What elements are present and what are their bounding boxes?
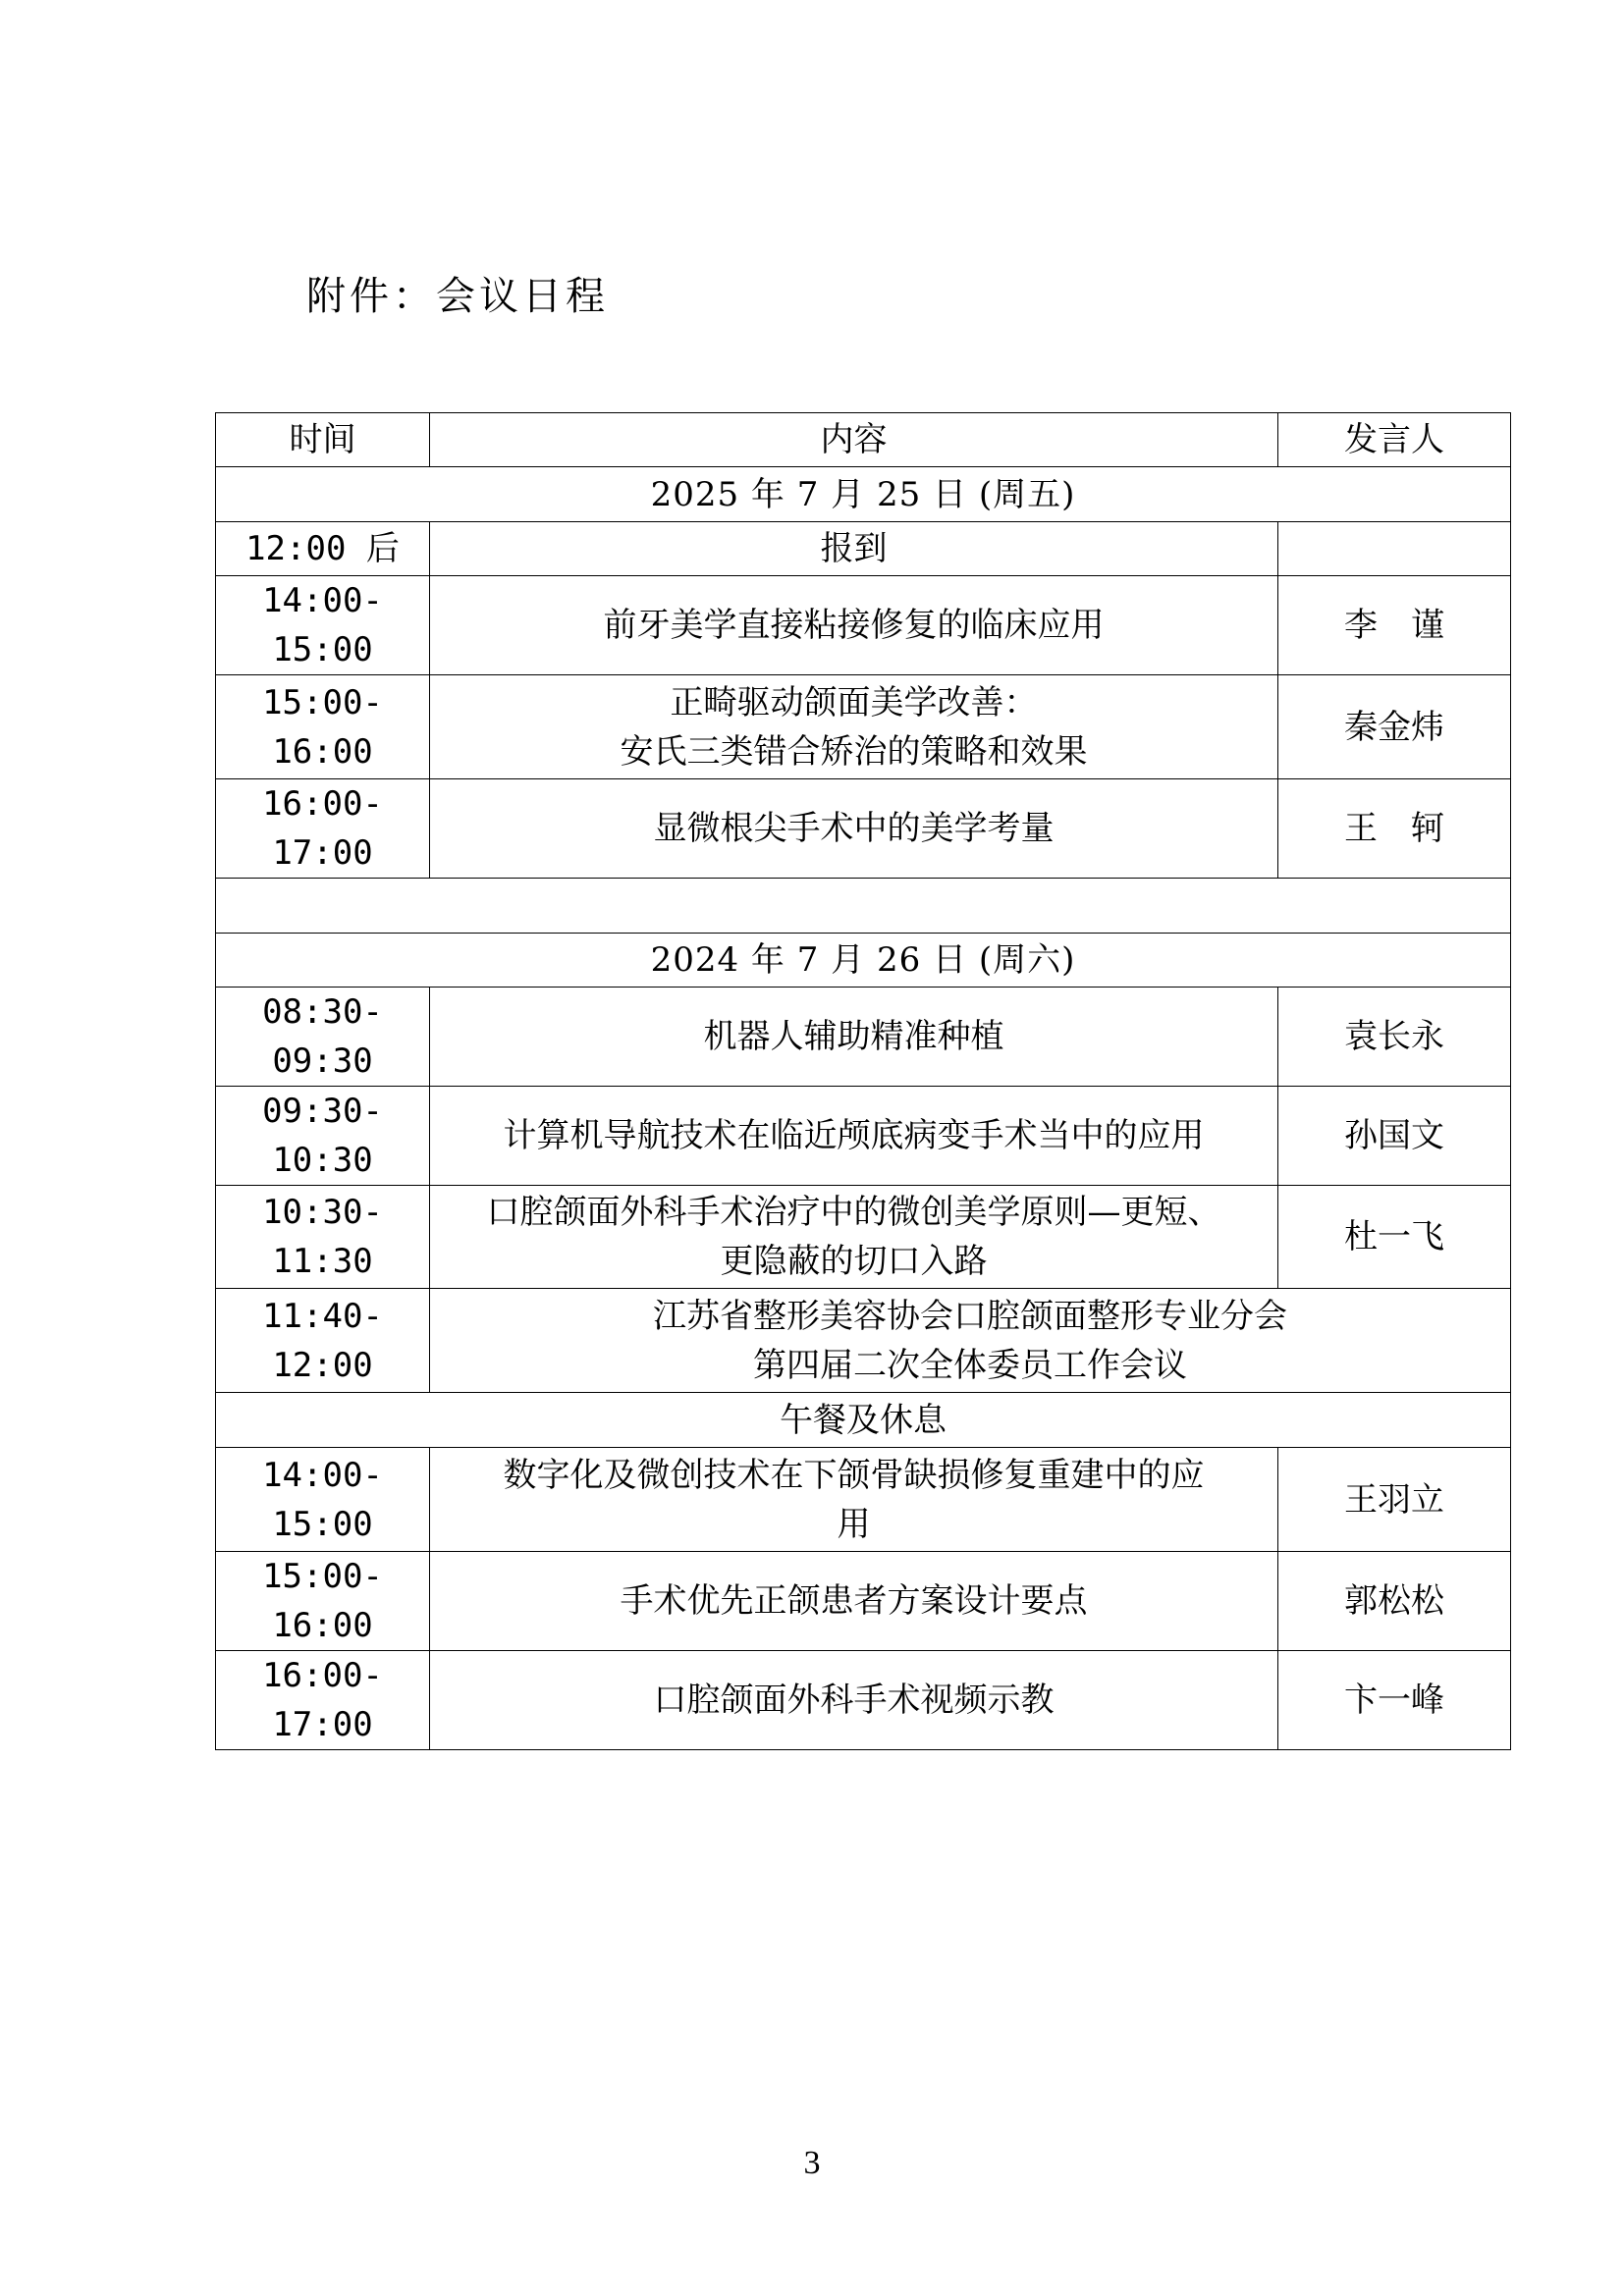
table-row bbox=[216, 1448, 1511, 1552]
row-speaker: 郭松松 bbox=[1278, 1552, 1511, 1651]
meeting-content: 江苏省整形美容协会口腔颌面整形专业分会 第四届二次全体委员工作会议 bbox=[430, 1289, 1511, 1393]
row-time: 14:00-15:00 bbox=[216, 576, 430, 675]
row-content: 前牙美学直接粘接修复的临床应用 bbox=[430, 576, 1278, 675]
row-time: 11:40-12:00 bbox=[216, 1289, 430, 1393]
row-content: 口腔颌面外科手术视频示教 bbox=[430, 1651, 1278, 1750]
table-row bbox=[216, 1087, 1511, 1186]
row-speaker: 王羽立 bbox=[1278, 1448, 1511, 1552]
row-time: 14:00-15:00 bbox=[216, 1448, 430, 1552]
attachment-heading: 附件：会议日程 bbox=[306, 274, 609, 319]
table-row bbox=[216, 576, 1511, 675]
row-time: 12:00 后 bbox=[216, 522, 430, 576]
table-row bbox=[216, 1651, 1511, 1750]
lunch-row bbox=[216, 1393, 1511, 1448]
schedule-table bbox=[215, 412, 1511, 1750]
row-content: 计算机导航技术在临近颅底病变手术当中的应用 bbox=[430, 1087, 1278, 1186]
row-time: 15:00-16:00 bbox=[216, 1552, 430, 1651]
row-time: 08:30-09:30 bbox=[216, 988, 430, 1087]
row-content: 口腔颌面外科手术治疗中的微创美学原则—更短、 更隐蔽的切口入路 bbox=[430, 1186, 1278, 1289]
row-time: 16:00-17:00 bbox=[216, 779, 430, 879]
row-content: 机器人辅助精准种植 bbox=[430, 988, 1278, 1087]
row-speaker bbox=[1278, 522, 1511, 576]
row-content: 显微根尖手术中的美学考量 bbox=[430, 779, 1278, 879]
row-time: 15:00-16:00 bbox=[216, 675, 430, 779]
row-content: 正畸驱动颌面美学改善： 安氏三类错合矫治的策略和效果 bbox=[430, 675, 1278, 779]
row-speaker: 杜一飞 bbox=[1278, 1186, 1511, 1289]
date-day2: 2024 年 7 月 26 日 (周六) bbox=[216, 934, 1511, 988]
table-row bbox=[216, 675, 1511, 779]
meeting-row bbox=[216, 1289, 1511, 1393]
date-row-day2 bbox=[216, 934, 1511, 988]
spacer-row bbox=[216, 879, 1511, 934]
row-time: 09:30-10:30 bbox=[216, 1087, 430, 1186]
row-time: 10:30-11:30 bbox=[216, 1186, 430, 1289]
table-row bbox=[216, 522, 1511, 576]
row-content: 手术优先正颌患者方案设计要点 bbox=[430, 1552, 1278, 1651]
page-number: 3 bbox=[803, 2145, 821, 2181]
row-speaker: 孙国文 bbox=[1278, 1087, 1511, 1186]
header-row bbox=[216, 413, 1511, 467]
lunch-break: 午餐及休息 bbox=[216, 1393, 1511, 1448]
table-row bbox=[216, 1186, 1511, 1289]
header-time: 时间 bbox=[216, 413, 430, 467]
date-row-day1 bbox=[216, 467, 1511, 522]
row-speaker: 卞一峰 bbox=[1278, 1651, 1511, 1750]
row-speaker: 袁长永 bbox=[1278, 988, 1511, 1087]
row-speaker: 秦金炜 bbox=[1278, 675, 1511, 779]
row-speaker: 李 谨 bbox=[1278, 576, 1511, 675]
table-row bbox=[216, 779, 1511, 879]
row-time: 16:00-17:00 bbox=[216, 1651, 430, 1750]
empty-cell bbox=[216, 879, 1511, 934]
row-content: 报到 bbox=[430, 522, 1278, 576]
row-speaker: 王 轲 bbox=[1278, 779, 1511, 879]
header-content: 内容 bbox=[430, 413, 1278, 467]
date-day1: 2025 年 7 月 25 日 (周五) bbox=[216, 467, 1511, 522]
row-content: 数字化及微创技术在下颌骨缺损修复重建中的应 用 bbox=[430, 1448, 1278, 1552]
table-row bbox=[216, 1552, 1511, 1651]
header-speaker: 发言人 bbox=[1278, 413, 1511, 467]
table-row bbox=[216, 988, 1511, 1087]
